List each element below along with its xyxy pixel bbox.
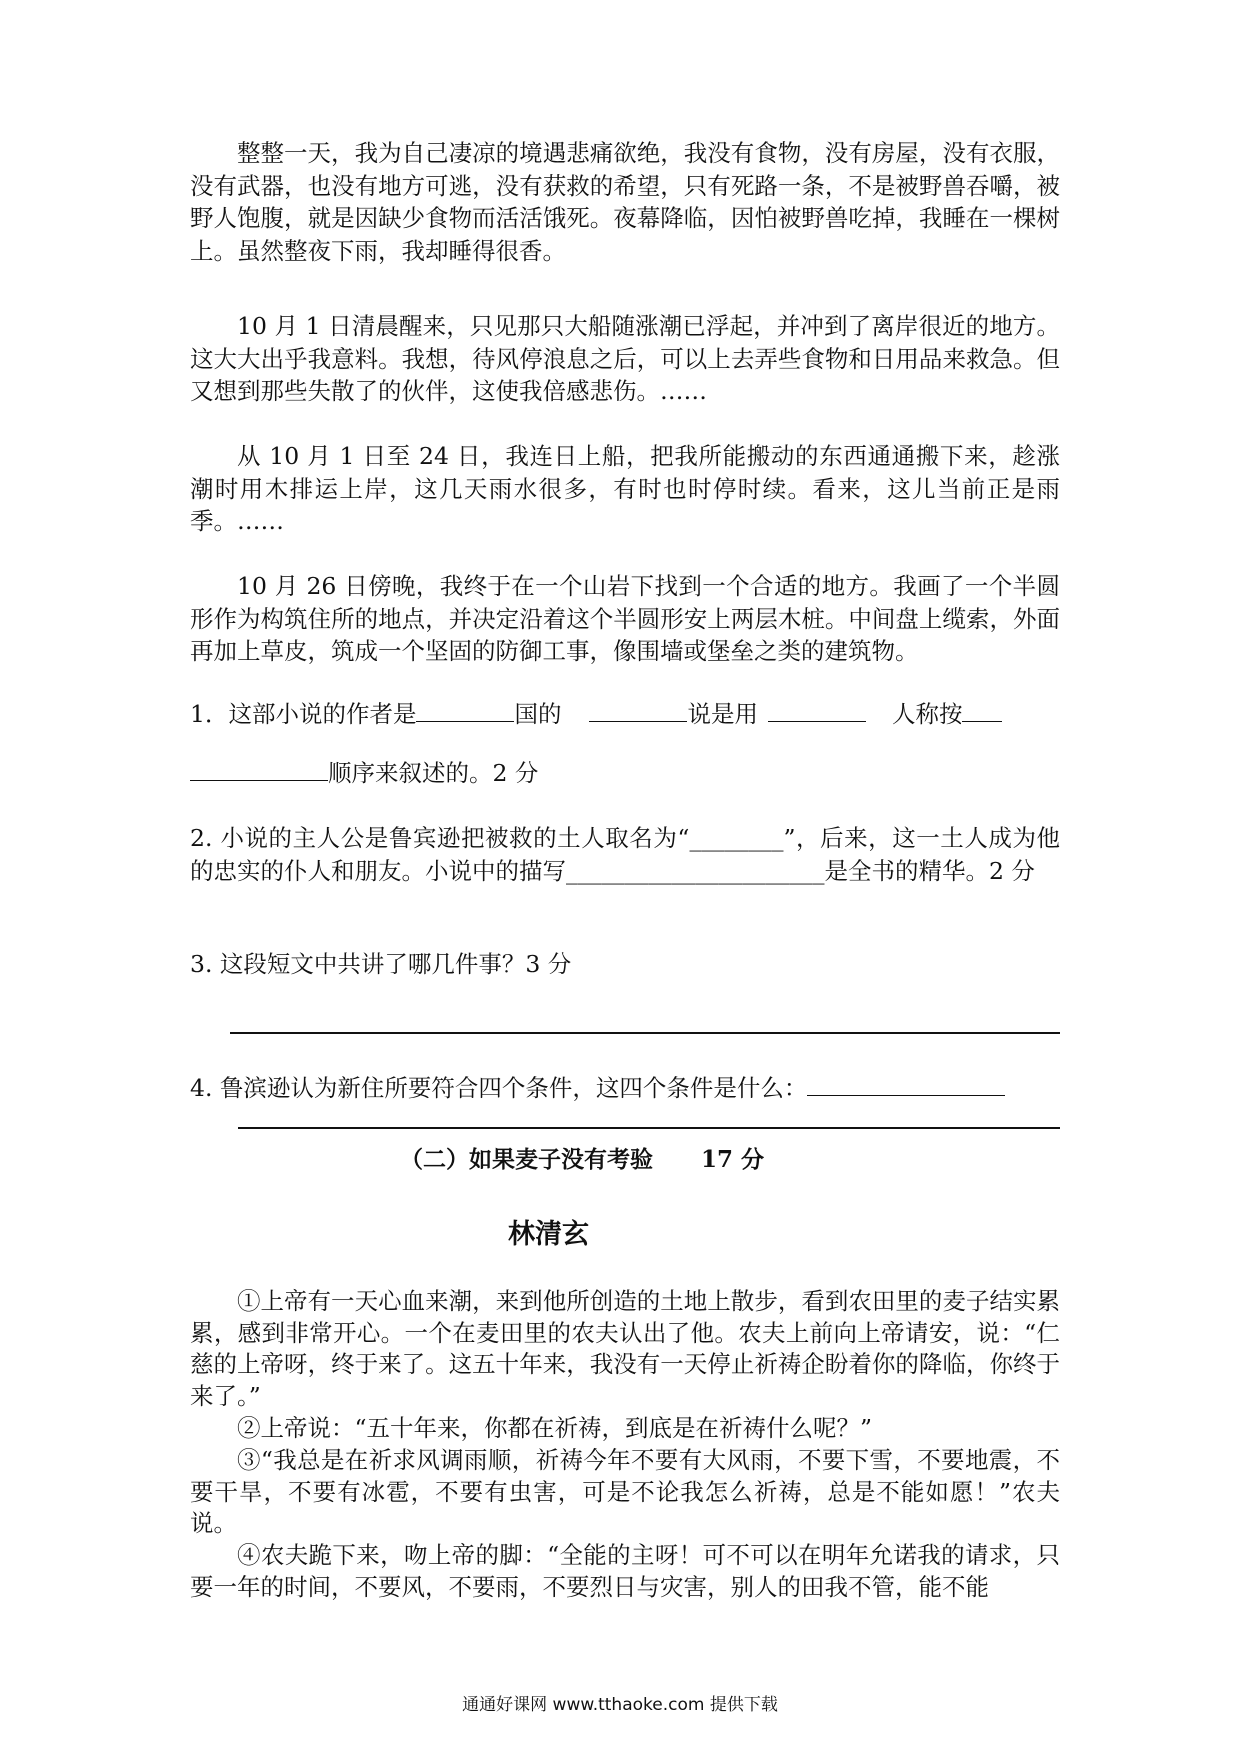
section2-paragraph-2: ②上帝说：“五十年来，你都在祈祷，到底是在祈祷什么呢？” bbox=[237, 1414, 873, 1442]
question-1-blank-1[interactable] bbox=[416, 720, 514, 722]
section2-paragraph-1: ①上帝有一天心血来潮，来到他所创造的土地上散步，看到农田里的麦子结实累累，感到非常开心。一个在麦田里的农夫认出了他。农夫上前向上帝请安，说：“仁慈的上帝呀，终于来了。这五十年来，我没有一天停止祈祷企盼着你的降临，你终于来了。” bbox=[190, 1287, 1060, 1410]
article-author: 林清玄 bbox=[508, 1219, 589, 1250]
question-3-answer-line[interactable] bbox=[230, 1032, 1060, 1034]
question-4-answer-line[interactable] bbox=[238, 1127, 1060, 1129]
question-1-blank-3[interactable] bbox=[768, 720, 866, 722]
question-1-line-1 bbox=[190, 698, 1060, 731]
question-2-text-a: 2. 小说的主人公是鲁宾逊把被救的土人取名为“ bbox=[190, 824, 690, 852]
question-1-text-d: 人称按 bbox=[891, 700, 963, 728]
question-2-text-b: ”，后来，这一土人成为他的忠实的仆人和朋友。小说中的描写 bbox=[190, 824, 1061, 885]
section2-title: （二）如果麦子没有考验 bbox=[400, 1146, 653, 1173]
question-1-blank-2[interactable] bbox=[589, 720, 687, 722]
passage1-paragraph-4: 10 月 26 日傍晚，我终于在一个山岩下找到一个合适的地方。我画了一个半圆形作为构筑住所的地点，并决定沿着这个半圆形安上两层木桩。中间盘上缆索，外面再加上草皮，筑成一个坚固的防御工事，像围墙或堡垒之类的建筑物。 bbox=[190, 572, 1060, 665]
question-2 bbox=[190, 822, 1060, 887]
question-1-text-e: 顺序来叙述的。2 分 bbox=[328, 759, 539, 787]
passage1-paragraph-1: 整整一天，我为自己凄凉的境遇悲痛欲绝，我没有食物，没有房屋，没有衣服，没有武器，也没有地方可逃，没有获救的希望，只有死路一条，不是被野兽吞嚼，被野人饱腹，就是因缺少食物而活活饿死。夜幕降临，因怕被野兽吃掉，我睡在一棵树上。虽然整夜下雨，我却睡得很香。 bbox=[190, 139, 1060, 265]
section2-heading bbox=[400, 1141, 764, 1174]
question-4-blank[interactable] bbox=[807, 1094, 1005, 1096]
question-1-text-b: 国的 bbox=[514, 700, 562, 728]
question-2-blank-1[interactable]: ________ bbox=[689, 824, 784, 852]
question-1-text-a: 1．这部小说的作者是 bbox=[190, 700, 417, 728]
section2-paragraph-3: ③“我总是在祈求风调雨顺，祈祷今年不要有大风雨，不要下雪，不要地震，不要干旱，不要有冰雹，不要有虫害，可是不论我怎么祈祷，总是不能如愿！”农夫说。 bbox=[190, 1446, 1060, 1537]
section2-paragraph-4: ④农夫跪下来，吻上帝的脚：“全能的主呀！可不可以在明年允诺我的请求，只要一年的时间，不要风，不要雨，不要烈日与灾害，别人的田我不管，能不能 bbox=[190, 1541, 1060, 1601]
question-2-blank-2[interactable]: ______________________ bbox=[566, 856, 825, 885]
question-1-blank-5[interactable] bbox=[190, 779, 328, 781]
passage1-paragraph-3: 从 10 月 1 日至 24 日，我连日上船，把我所能搬动的东西通通搬下来，趁涨潮时用木排运上岸，这几天雨水很多，有时也时停时续。看来，这儿当前正是雨季。…… bbox=[190, 442, 1060, 535]
question-2-text-c: 是全书的精华。2 分 bbox=[824, 856, 1035, 885]
question-4-text: 4. 鲁滨逊认为新住所要符合四个条件，这四个条件是什么： bbox=[190, 1074, 808, 1102]
question-3: 3. 这段短文中共讲了哪几件事？3 分 bbox=[190, 950, 572, 978]
section2-score: 17 分 bbox=[701, 1146, 765, 1173]
question-1-blank-4[interactable] bbox=[962, 720, 1002, 722]
page-footer: 通通好课网 www.tthaoke.com 提供下载 bbox=[462, 1695, 778, 1715]
question-1-line-2 bbox=[190, 757, 1060, 790]
question-1-text-c: 说是用 bbox=[687, 700, 758, 728]
question-4 bbox=[190, 1072, 1060, 1105]
passage1-paragraph-2: 10 月 1 日清晨醒来，只见那只大船随涨潮已浮起，并冲到了离岸很近的地方。这大大出乎我意料。我想，待风停浪息之后，可以上去弄些食物和日用品来救急。但又想到那些失散了的伙伴，这使我倍感悲伤。…… bbox=[190, 312, 1060, 405]
